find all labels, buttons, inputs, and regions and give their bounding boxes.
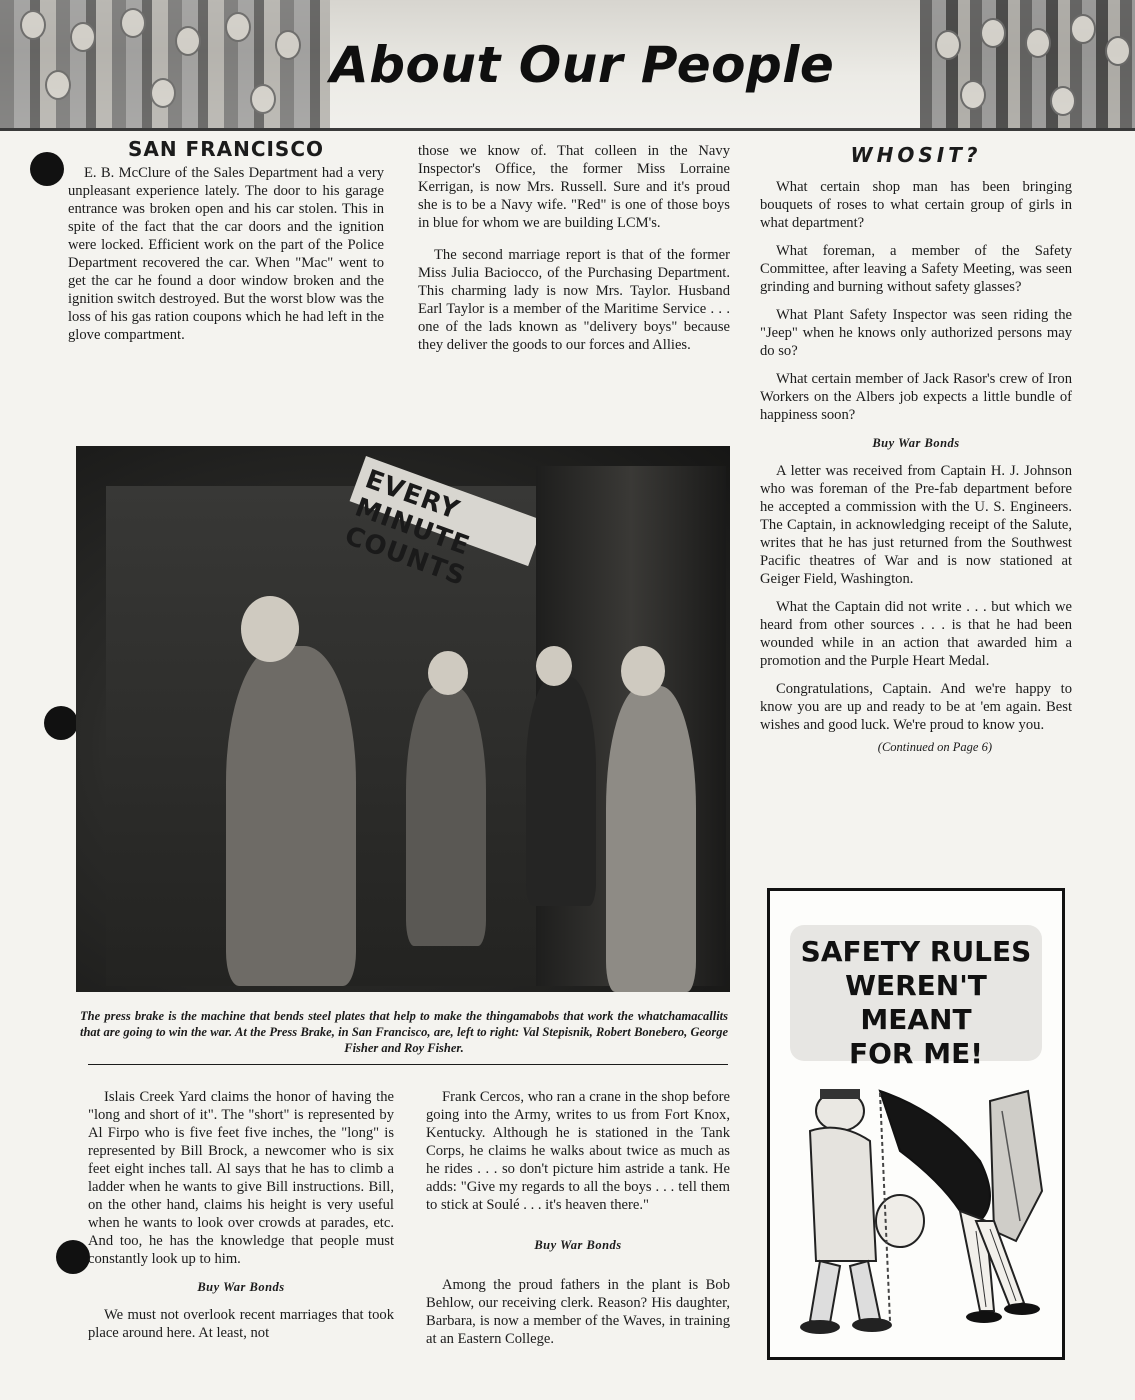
column-whosit: [760, 143, 1072, 756]
paragraph: Among the proud fathers in the plant is Bob Behlow, our receiving clerk. Reason? His daughter, Barbara, is now a member of the Waves, in training at an Eastern College.: [426, 1277, 730, 1347]
section-heading: SAN FRANCISCO: [127, 137, 325, 161]
buy-war-bonds-divider: Buy War Bonds: [534, 1238, 622, 1252]
worker-figure: [606, 686, 696, 992]
poster-line: FOR ME!: [849, 1037, 983, 1070]
buy-war-bonds-divider: Buy War Bonds: [197, 1280, 285, 1294]
punch-hole: [44, 706, 78, 740]
section-heading: WHOSIT?: [850, 143, 982, 167]
paragraph: We must not overlook recent marriages that took place around here. At least, not: [88, 1307, 394, 1341]
photo-banner: EVERY MINUTE COUNTS: [350, 456, 545, 566]
coffin-icon: [990, 1091, 1042, 1241]
safety-poster: [767, 888, 1065, 1360]
paragraph: Congratulations, Captain. And we're happy to know you are up and ready to be at 'em again. Best wishes and good luck. We're proud to know you.: [760, 681, 1072, 733]
paragraph: those we know of. That colleen in the Navy Inspector's Office, the former Miss Lorraine Kerrigan, is now Mrs. Russell. Sure and it's proud she is to be a Navy wife. "Red" is one of those boys in blue for whom we are building LCM's.: [418, 143, 730, 231]
buy-war-bonds-divider: Buy War Bonds: [872, 436, 960, 450]
poster-line: SAFETY RULES: [800, 935, 1032, 968]
photo-caption: The press brake is the machine that bends steel plates that help to make the thingamabobs that work the whatchamacallits that are going to win the war. At the Press Brake, in San Francisco, are, left to right: Val Stepisnik, Robert Bonebero, George Fisher and Roy Fisher.: [80, 1009, 728, 1055]
press-brake-photo: [76, 446, 730, 992]
poster-slogan: [790, 925, 1042, 1070]
paragraph: A letter was received from Captain H. J. Johnson who was foreman of the Pre-fab department before he accepted a commission with the U. S. Engineers. The Captain, in acknowledging receipt of the Salute, writes that he has just returned from the Southwest Pacific theatres of War and is now stationed at Geiger Field, Washington.: [760, 463, 1072, 587]
paragraph: Islais Creek Yard claims the honor of having the "long and short of it". The "short" is represented by Al Firpo who is five feet five inches, the "long" is represented by Bill Brock, a newcomer who is six feet eight inches tall. Al says that he has to climb a ladder when he wants to give Bill instructions. Bill, on the other hand, claims his height is very useful when he wants to look over crowds at parades, etc. And too, he has the knowledge that people must constantly look up to him.: [88, 1089, 394, 1267]
paragraph: What the Captain did not write . . . but which we heard from other sources . . . is that he had been wounded while in an action that awarded him a promotion and the Purple Heart Medal.: [760, 599, 1072, 669]
paragraph: The second marriage report is that of the former Miss Julia Baciocco, of the Purchasing Department. This charming lady is now Mrs. Taylor. Husband Earl Taylor is a member of the Maritime Service . . . one of the lads known as "delivery boys" because they deliver the goods to our forces and Allies.: [418, 247, 730, 353]
poster-line: WEREN'T MEANT: [845, 969, 987, 1036]
question: What Plant Safety Inspector was seen riding the "Jeep" when he knows only authorized persons may do so?: [760, 307, 1072, 359]
page-title: About Our People: [330, 36, 835, 94]
column-cercos: [426, 1088, 730, 1348]
worker-figure: [526, 676, 596, 906]
column-marriages: [418, 142, 730, 354]
worker-head: [621, 646, 665, 696]
worker-head: [241, 596, 299, 662]
worker-head: [428, 651, 468, 695]
worker-figure: [226, 646, 356, 986]
punch-hole: [56, 1240, 90, 1274]
worker-figure: [406, 686, 486, 946]
paragraph: Frank Cercos, who ran a crane in the shop before going into the Army, writes to us from Fort Knox, Kentucky. Although he is stationed in the Tank Corps, he claims he walks about twice as much as he rides . . . so don't picture him astride a tank. He adds: "Give my regards to all the boys . . . tell them to stick at Soulé . . . it's heaven there.": [426, 1089, 730, 1213]
question: What foreman, a member of the Safety Committee, after leaving a Safety Meeting, was seen grinding and burning without safety glasses?: [760, 243, 1072, 295]
paragraph: E. B. McClure of the Sales Department had a very unpleasant experience lately. The door to his garage entrance was broken open and his car stolen. This in spite of the fact that the car doors and the ignition were locked. Efficient work on the part of the Police Department recovered the car. When "Mac" went to get the car he found a door window broken and the ignition switch destroyed. But the worst blow was the loss of his gas ration coupons which he had left in the glove compartment.: [68, 165, 384, 343]
column-san-francisco: [68, 137, 384, 344]
column-islais-creek: [88, 1088, 394, 1342]
crowd-photo-left: [0, 0, 330, 128]
punch-hole: [30, 152, 64, 186]
question: What certain shop man has been bringing bouquets of roses to what certain group of girls in what department?: [760, 179, 1072, 231]
masthead: [0, 0, 1135, 131]
continued-note: (Continued on Page 6): [877, 740, 992, 754]
crowd-photo-right: [920, 0, 1135, 128]
divider-rule: [88, 1064, 728, 1065]
question: What certain member of Jack Rasor's crew of Iron Workers on the Albers job expects a little bundle of happiness soon?: [760, 371, 1072, 423]
poster-cartoon-illustration: [780, 1071, 1052, 1351]
worker-head: [536, 646, 572, 686]
